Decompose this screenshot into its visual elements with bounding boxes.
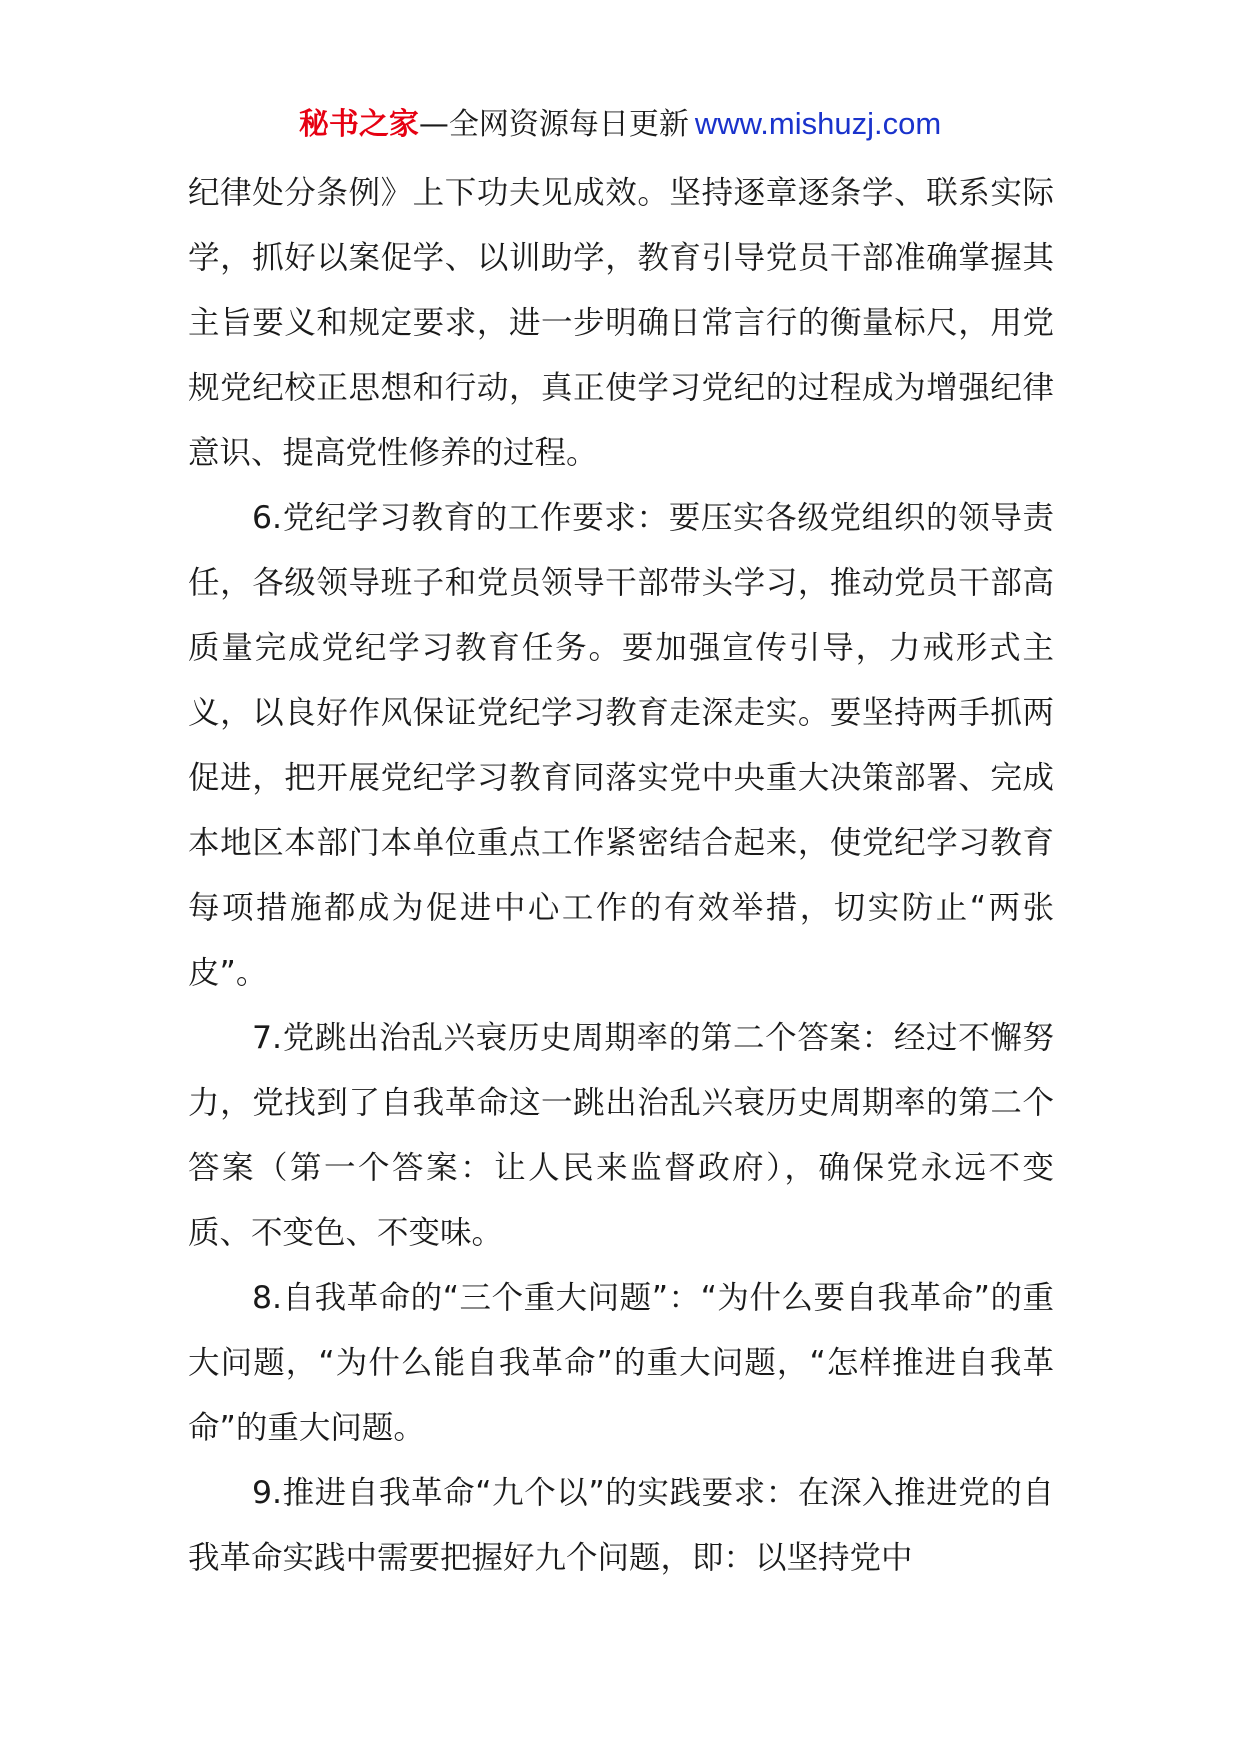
document-body (188, 161, 1054, 1591)
page-header (0, 102, 1240, 147)
paragraph-item-9: 9.推进自我革命“九个以”的实践要求：在深入推进党的自我革命实践中需要把握好九个问题，即：以坚持党中 (188, 1475, 1054, 1576)
paragraph-item-7: 7.党跳出治乱兴衰历史周期率的第二个答案：经过不懈努力，党找到了自我革命这一跳出治乱兴衰历史周期率的第二个答案（第一个答案：让人民来监督政府），确保党永远不变质、不变色、不变味。 (188, 1020, 1054, 1251)
paragraph-item-8: 8.自我革命的“三个重大问题”：“为什么要自我革命”的重大问题，“为什么能自我革命”的重大问题，“怎样推进自我革命”的重大问题。 (188, 1280, 1054, 1446)
paragraph-item-6: 6.党纪学习教育的工作要求：要压实各级党组织的领导责任，各级领导班子和党员领导干部带头学习，推动党员干部高质量完成党纪学习教育任务。要加强宣传引导，力戒形式主义，以良好作风保证党纪学习教育走深走实。要坚持两手抓两促进，把开展党纪学习教育同落实党中央重大决策部署、完成本地区本部门本单位重点工作紧密结合起来，使党纪学习教育每项措施都成为促进中心工作的有效举措，切实防止“两张皮”。 (188, 500, 1054, 991)
brand-name: 秘书之家 (298, 107, 419, 142)
header-tagline: —全网资源每日更新 (418, 107, 689, 142)
paragraph-continuation: 纪律处分条例》上下功夫见成效。坚持逐章逐条学、联系实际学，抓好以案促学、以训助学，教育引导党员干部准确掌握其主旨要义和规定要求，进一步明确日常言行的衡量标尺，用党规党纪校正思想和行动，真正使学习党纪的过程成为增强纪律意识、提高党性修养的过程。 (188, 175, 1054, 471)
website-link[interactable]: www.mishuzj.com (694, 106, 942, 141)
